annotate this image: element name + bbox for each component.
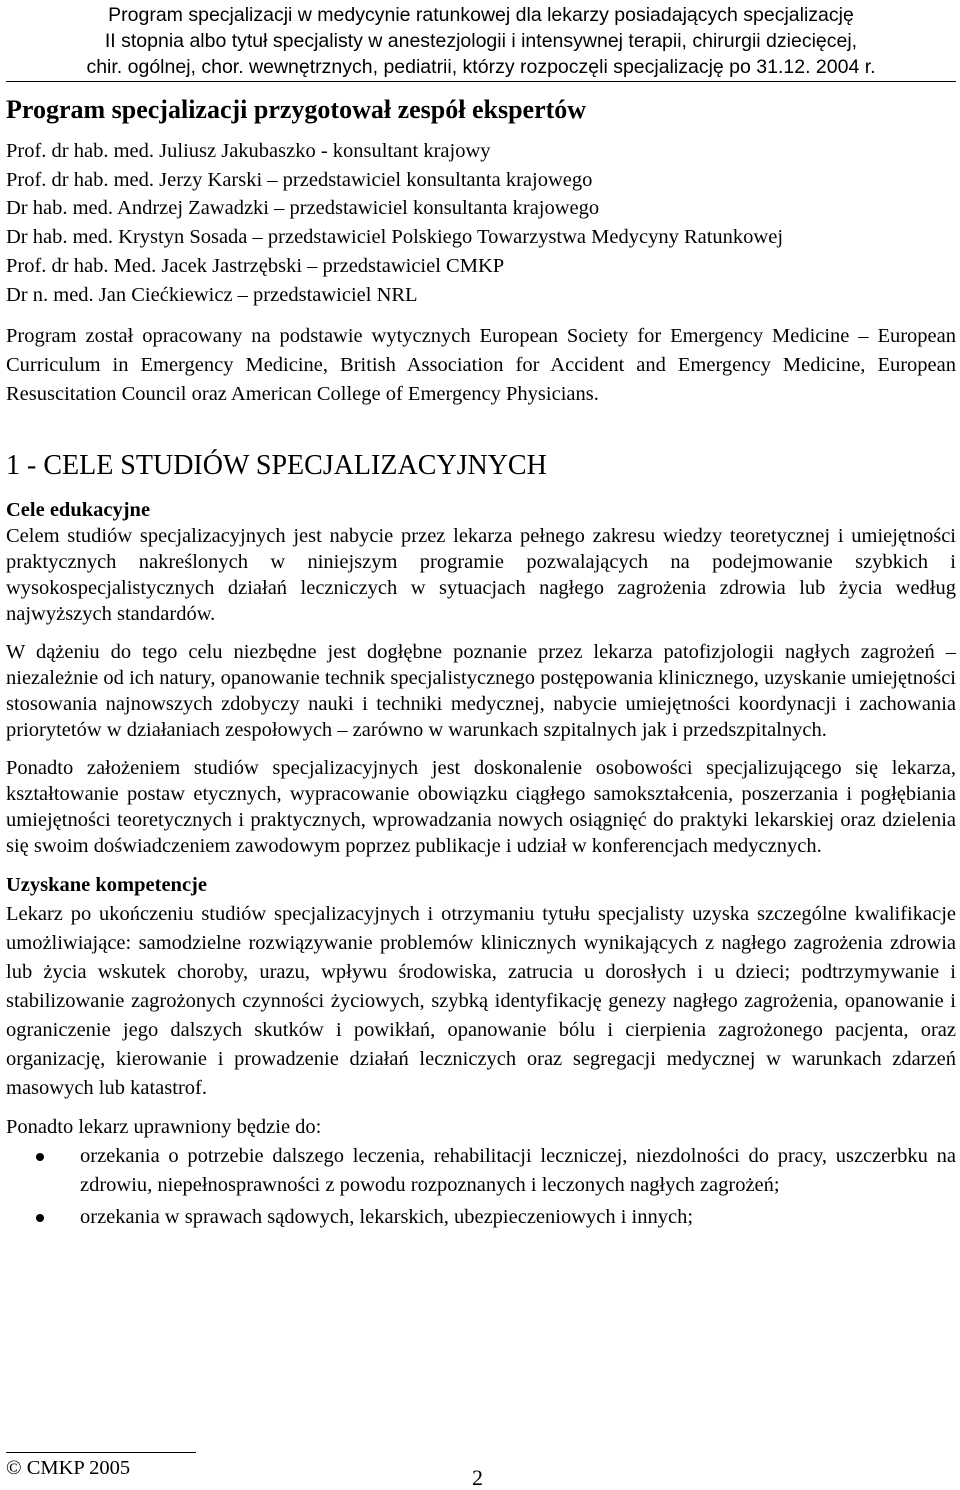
bullet-icon <box>36 1214 44 1222</box>
list-item <box>6 1203 956 1232</box>
header-line-2: II stopnia albo tytuł specjalisty w anestezjologii i intensywnej terapii, chirurgii dziecięcej, <box>104 30 858 52</box>
section-title: 1 - CELE STUDIÓW SPECJALIZACYJNYCH <box>6 450 547 482</box>
expert-item: Dr hab. med. Krystyn Sosada – przedstawiciel Polskiego Towarzystwa Medycyny Ratunkowej <box>6 226 784 249</box>
expert-item: Dr hab. med. Andrzej Zawadzki – przedstawiciel konsultanta krajowego <box>6 197 600 220</box>
footer-copyright: © CMKP 2005 <box>6 1457 131 1479</box>
entitled-intro: Ponadto lekarz uprawniony będzie do: <box>6 1116 322 1139</box>
goals-paragraph: W dążeniu do tego celu niezbędne jest dogłębne poznanie przez lekarza patofizjologii nagłych zagrożeń – niezależnie od ich natury, opanowanie technik specjalistycznego postępowania klinicznego, uzyskanie umiejętności stosowania najnowszych zdobyczy nauki i techniki medycznej, nabycie umiejętności koordynacji i zachowania priorytetów w działaniach zespołowych – zarówno w warunkach szpitalnych jak i przedszpitalnych. <box>6 641 956 742</box>
list-item <box>6 1142 956 1200</box>
goals-paragraph: Celem studiów specjalizacyjnych jest nabycie przez lekarza pełnego zakresu wiedzy teoretycznej i umiejętności praktycznych nakreślonych w niniejszym programie pozwalających na podejmowanie szybkich i wysokospecjalistycznych działań leczniczych w sytuacjach nagłego zagrożenia zdrowia lub życia według najwyższych standardów. <box>6 525 956 626</box>
list-item-text: orzekania w sprawach sądowych, lekarskich, ubezpieczeniowych i innych; <box>80 1206 694 1229</box>
entitled-list <box>6 1142 956 1232</box>
expert-item: Prof. dr hab. med. Jerzy Karski – przedstawiciel konsultanta krajowego <box>6 168 593 191</box>
goals-paragraph: Ponadto założeniem studiów specjalizacyjnych jest doskonalenie osobowości specjalizującego się lekarza, kształtowanie postaw etycznych, wypracowanie obowiązku ciągłego samokształcenia, poszerzania i pogłębiania umiejętności teoretycznych i praktycznych, wprowadzania nowych osiągnięć do praktyki lekarskiej oraz dzielenia się swoim doświadczeniem zawodowym poprzez publikacje i udział w konferencjach medycznych. <box>6 757 956 858</box>
running-header <box>6 0 956 82</box>
expert-item: Prof. dr hab. med. Juliusz Jakubaszko - konsultant krajowy <box>6 140 491 162</box>
header-line-3: chir. ogólnej, chor. wewnętrznych, pediatrii, którzy rozpoczęli specjalizację po 31.12. 2004 r. <box>86 56 876 78</box>
experts-title: Program specjalizacji przygotował zespół ekspertów <box>6 95 587 124</box>
goals-title: Cele edukacyjne <box>6 499 151 522</box>
experts-list <box>6 137 956 309</box>
expert-item: Dr n. med. Jan Ciećkiewicz – przedstawiciel NRL <box>6 283 418 306</box>
expert-item: Prof. dr hab. Med. Jacek Jastrzębski – przedstawiciel CMKP <box>6 254 505 277</box>
bullet-icon <box>36 1153 44 1161</box>
document-page <box>6 0 956 1232</box>
basis-paragraph: Program został opracowany na podstawie wytycznych European Society for Emergency Medicine – European Curriculum in Emergency Medicine, British Association for Accident and Emergency Medicine, European Resuscitation Council oraz American College of Emergency Physicians. <box>6 325 956 406</box>
list-item-text: orzekania o potrzebie dalszego leczenia, rehabilitacji leczniczej, niezdolności do pracy, uszczerbku na zdrowiu, niepełnosprawności z powodu rozpoznanych i leczonych nagłych zagrożeń; <box>80 1145 956 1197</box>
competencies-paragraph: Lekarz po ukończeniu studiów specjalizacyjnych i otrzymaniu tytułu specjalisty uzyska szczególne kwalifikacje umożliwiające: samodzielne rozwiązywanie problemów klinicznych wynikających z nagłego zagrożenia zdrowia lub życia wskutek choroby, urazu, wpływu środowiska, zatrucia u dorosłych i u dzieci; podtrzymywanie i stabilizowanie zagrożonych czynności życiowych, szybką identyfikację genezy nagłego zagrożenia, opanowanie i ograniczenie jego dalszych skutków i powikłań, opanowanie bólu i cierpienia zagrożonego pacjenta, oraz organizację, kierowanie i prowadzenie działań leczniczych oraz segregacji medycznej w warunkach zdarzeń masowych lub katastrof. <box>6 903 956 1100</box>
competencies-title: Uzyskane kompetencje <box>6 874 207 897</box>
footer-divider <box>6 1452 196 1453</box>
header-line-1: Program specjalizacji w medycynie ratunkowej dla lekarzy posiadających specjalizację <box>108 4 854 26</box>
page-number: 2 <box>472 1465 483 1490</box>
